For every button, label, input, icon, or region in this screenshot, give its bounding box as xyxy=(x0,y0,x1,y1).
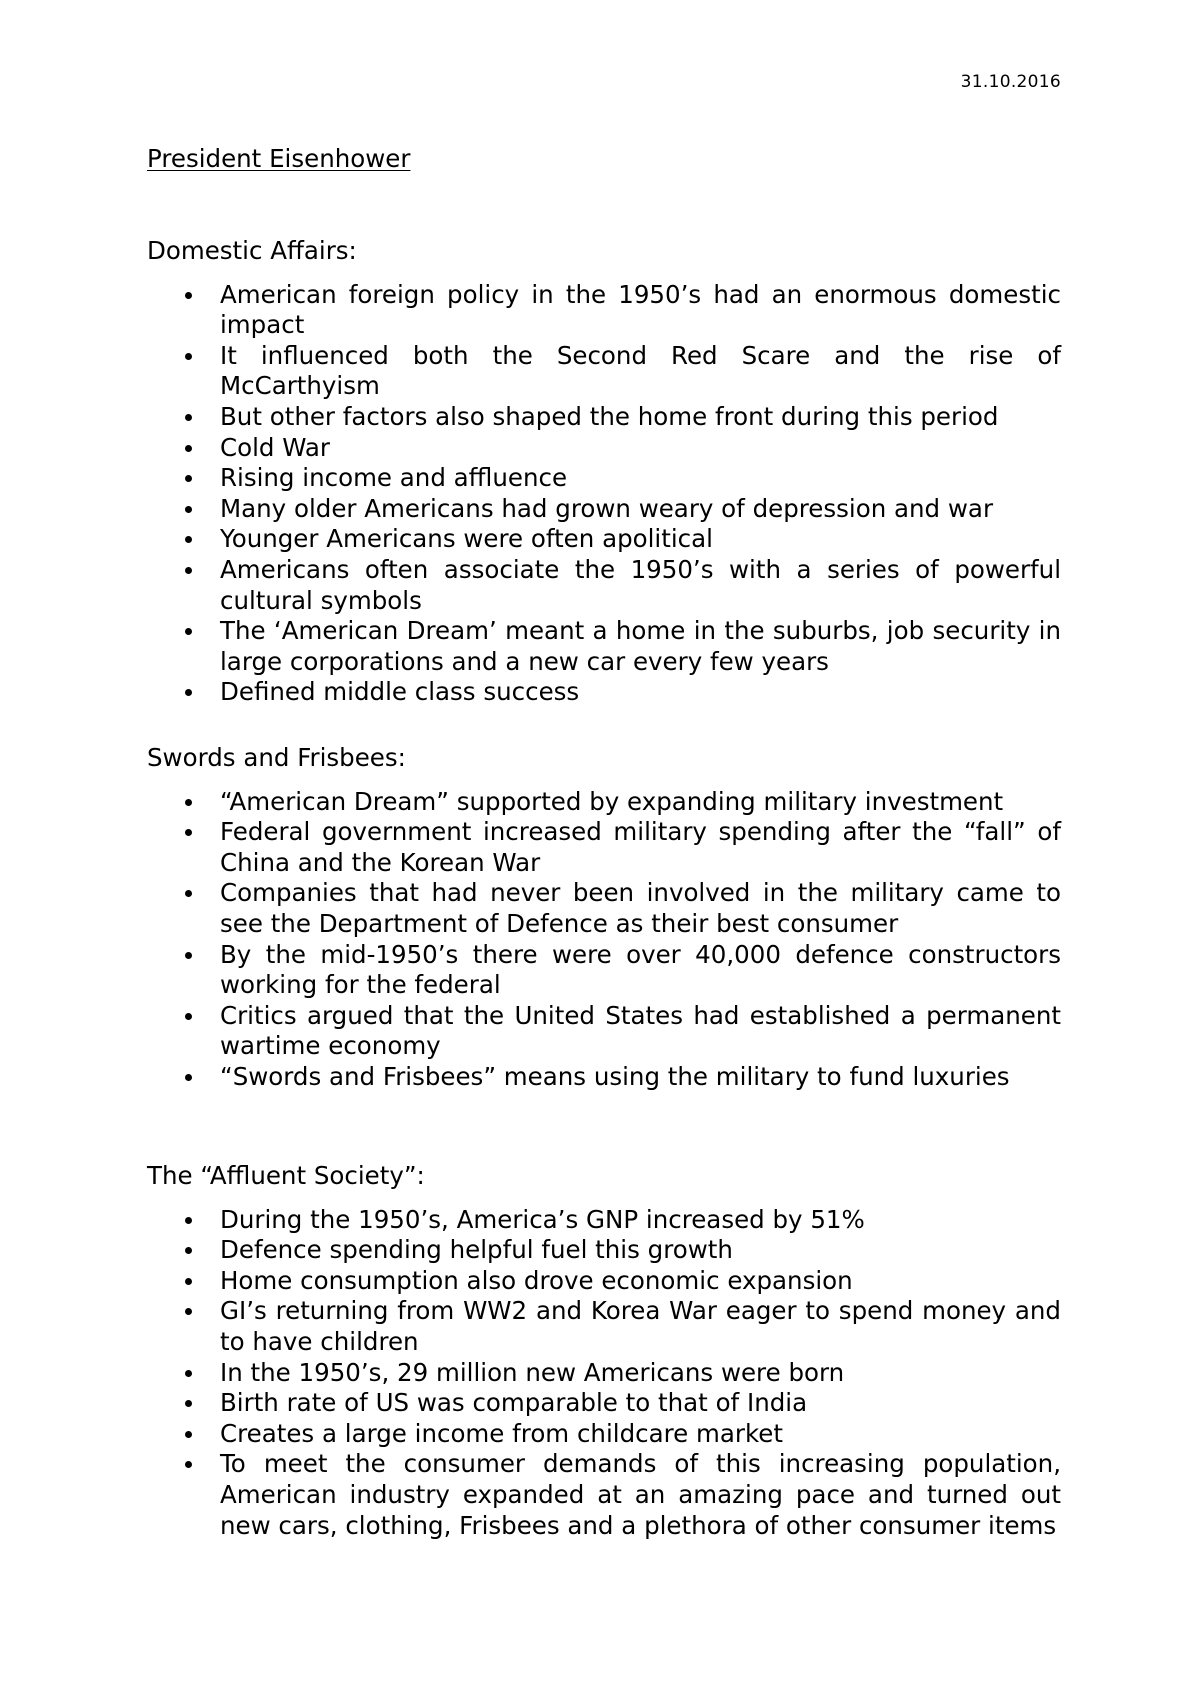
list-item: It influenced both the Second Red Scare and the rise of McCarthyism xyxy=(147,341,1061,402)
list-item: Federal government increased military spending after the “fall” of China and the Korean War xyxy=(147,817,1061,878)
bullet-icon xyxy=(185,1431,192,1438)
bullet-icon xyxy=(185,567,192,574)
list-item: But other factors also shaped the home front during this period xyxy=(147,402,1061,433)
list-item: Critics argued that the United States had established a permanent wartime economy xyxy=(147,1001,1061,1062)
list-item: Creates a large income from childcare market xyxy=(147,1419,1061,1450)
list-item: Americans often associate the 1950’s with a series of powerful cultural symbols xyxy=(147,555,1061,616)
bullet-list xyxy=(147,1205,1061,1542)
section-heading: Domestic Affairs: xyxy=(147,236,357,265)
section-heading: Swords and Frisbees: xyxy=(147,743,406,772)
bullet-icon xyxy=(185,1217,192,1224)
list-item: Companies that had never been involved in the military came to see the Department of Defence as their best consumer xyxy=(147,878,1061,939)
bullet-icon xyxy=(185,353,192,360)
bullet-icon xyxy=(185,506,192,513)
document-title: President Eisenhower xyxy=(147,144,411,173)
bullet-icon xyxy=(185,1013,192,1020)
list-item: Cold War xyxy=(147,433,1061,464)
bullet-icon xyxy=(185,1247,192,1254)
list-item: “American Dream” supported by expanding military investment xyxy=(147,787,1061,818)
list-item: By the mid-1950’s there were over 40,000 defence constructors working for the federal xyxy=(147,940,1061,1001)
bullet-icon xyxy=(185,292,192,299)
list-item: Defined middle class success xyxy=(147,677,1061,708)
bullet-icon xyxy=(185,475,192,482)
bullet-icon xyxy=(185,414,192,421)
list-item: Many older Americans had grown weary of depression and war xyxy=(147,494,1061,525)
section-affluent-society xyxy=(147,1161,1061,1541)
bullet-icon xyxy=(185,890,192,897)
bullet-icon xyxy=(185,536,192,543)
bullet-icon xyxy=(185,1278,192,1285)
bullet-icon xyxy=(185,1461,192,1468)
bullet-list xyxy=(147,280,1061,708)
bullet-icon xyxy=(185,628,192,635)
bullet-icon xyxy=(185,799,192,806)
bullet-icon xyxy=(185,1400,192,1407)
list-item: Younger Americans were often apolitical xyxy=(147,524,1061,555)
bullet-icon xyxy=(185,1308,192,1315)
list-item: Rising income and affluence xyxy=(147,463,1061,494)
list-item: American foreign policy in the 1950’s had an enormous domestic impact xyxy=(147,280,1061,341)
list-item: Birth rate of US was comparable to that of India xyxy=(147,1388,1061,1419)
list-item: To meet the consumer demands of this increasing population, American industry expanded at an amazing pace and turned out new cars, clothing, Frisbees and a plethora of other consumer items xyxy=(147,1449,1061,1541)
document-page xyxy=(147,0,1061,1698)
section-heading: The “Affluent Society”: xyxy=(147,1161,425,1190)
list-item: During the 1950’s, America’s GNP increased by 51% xyxy=(147,1205,1061,1236)
section-swords-and-frisbees xyxy=(147,743,1061,1093)
bullet-icon xyxy=(185,952,192,959)
section-domestic-affairs xyxy=(147,236,1061,708)
bullet-icon xyxy=(185,1370,192,1377)
list-item: Home consumption also drove economic expansion xyxy=(147,1266,1061,1297)
bullet-list xyxy=(147,787,1061,1093)
list-item: In the 1950’s, 29 million new Americans were born xyxy=(147,1358,1061,1389)
list-item: Defence spending helpful fuel this growth xyxy=(147,1235,1061,1266)
bullet-icon xyxy=(185,1074,192,1081)
list-item: The ‘American Dream’ meant a home in the suburbs, job security in large corporations and a new car every few years xyxy=(147,616,1061,677)
bullet-icon xyxy=(185,445,192,452)
list-item: “Swords and Frisbees” means using the military to fund luxuries xyxy=(147,1062,1061,1093)
bullet-icon xyxy=(185,829,192,836)
list-item: GI’s returning from WW2 and Korea War eager to spend money and to have children xyxy=(147,1296,1061,1357)
bullet-icon xyxy=(185,689,192,696)
document-date: 31.10.2016 xyxy=(960,72,1061,92)
